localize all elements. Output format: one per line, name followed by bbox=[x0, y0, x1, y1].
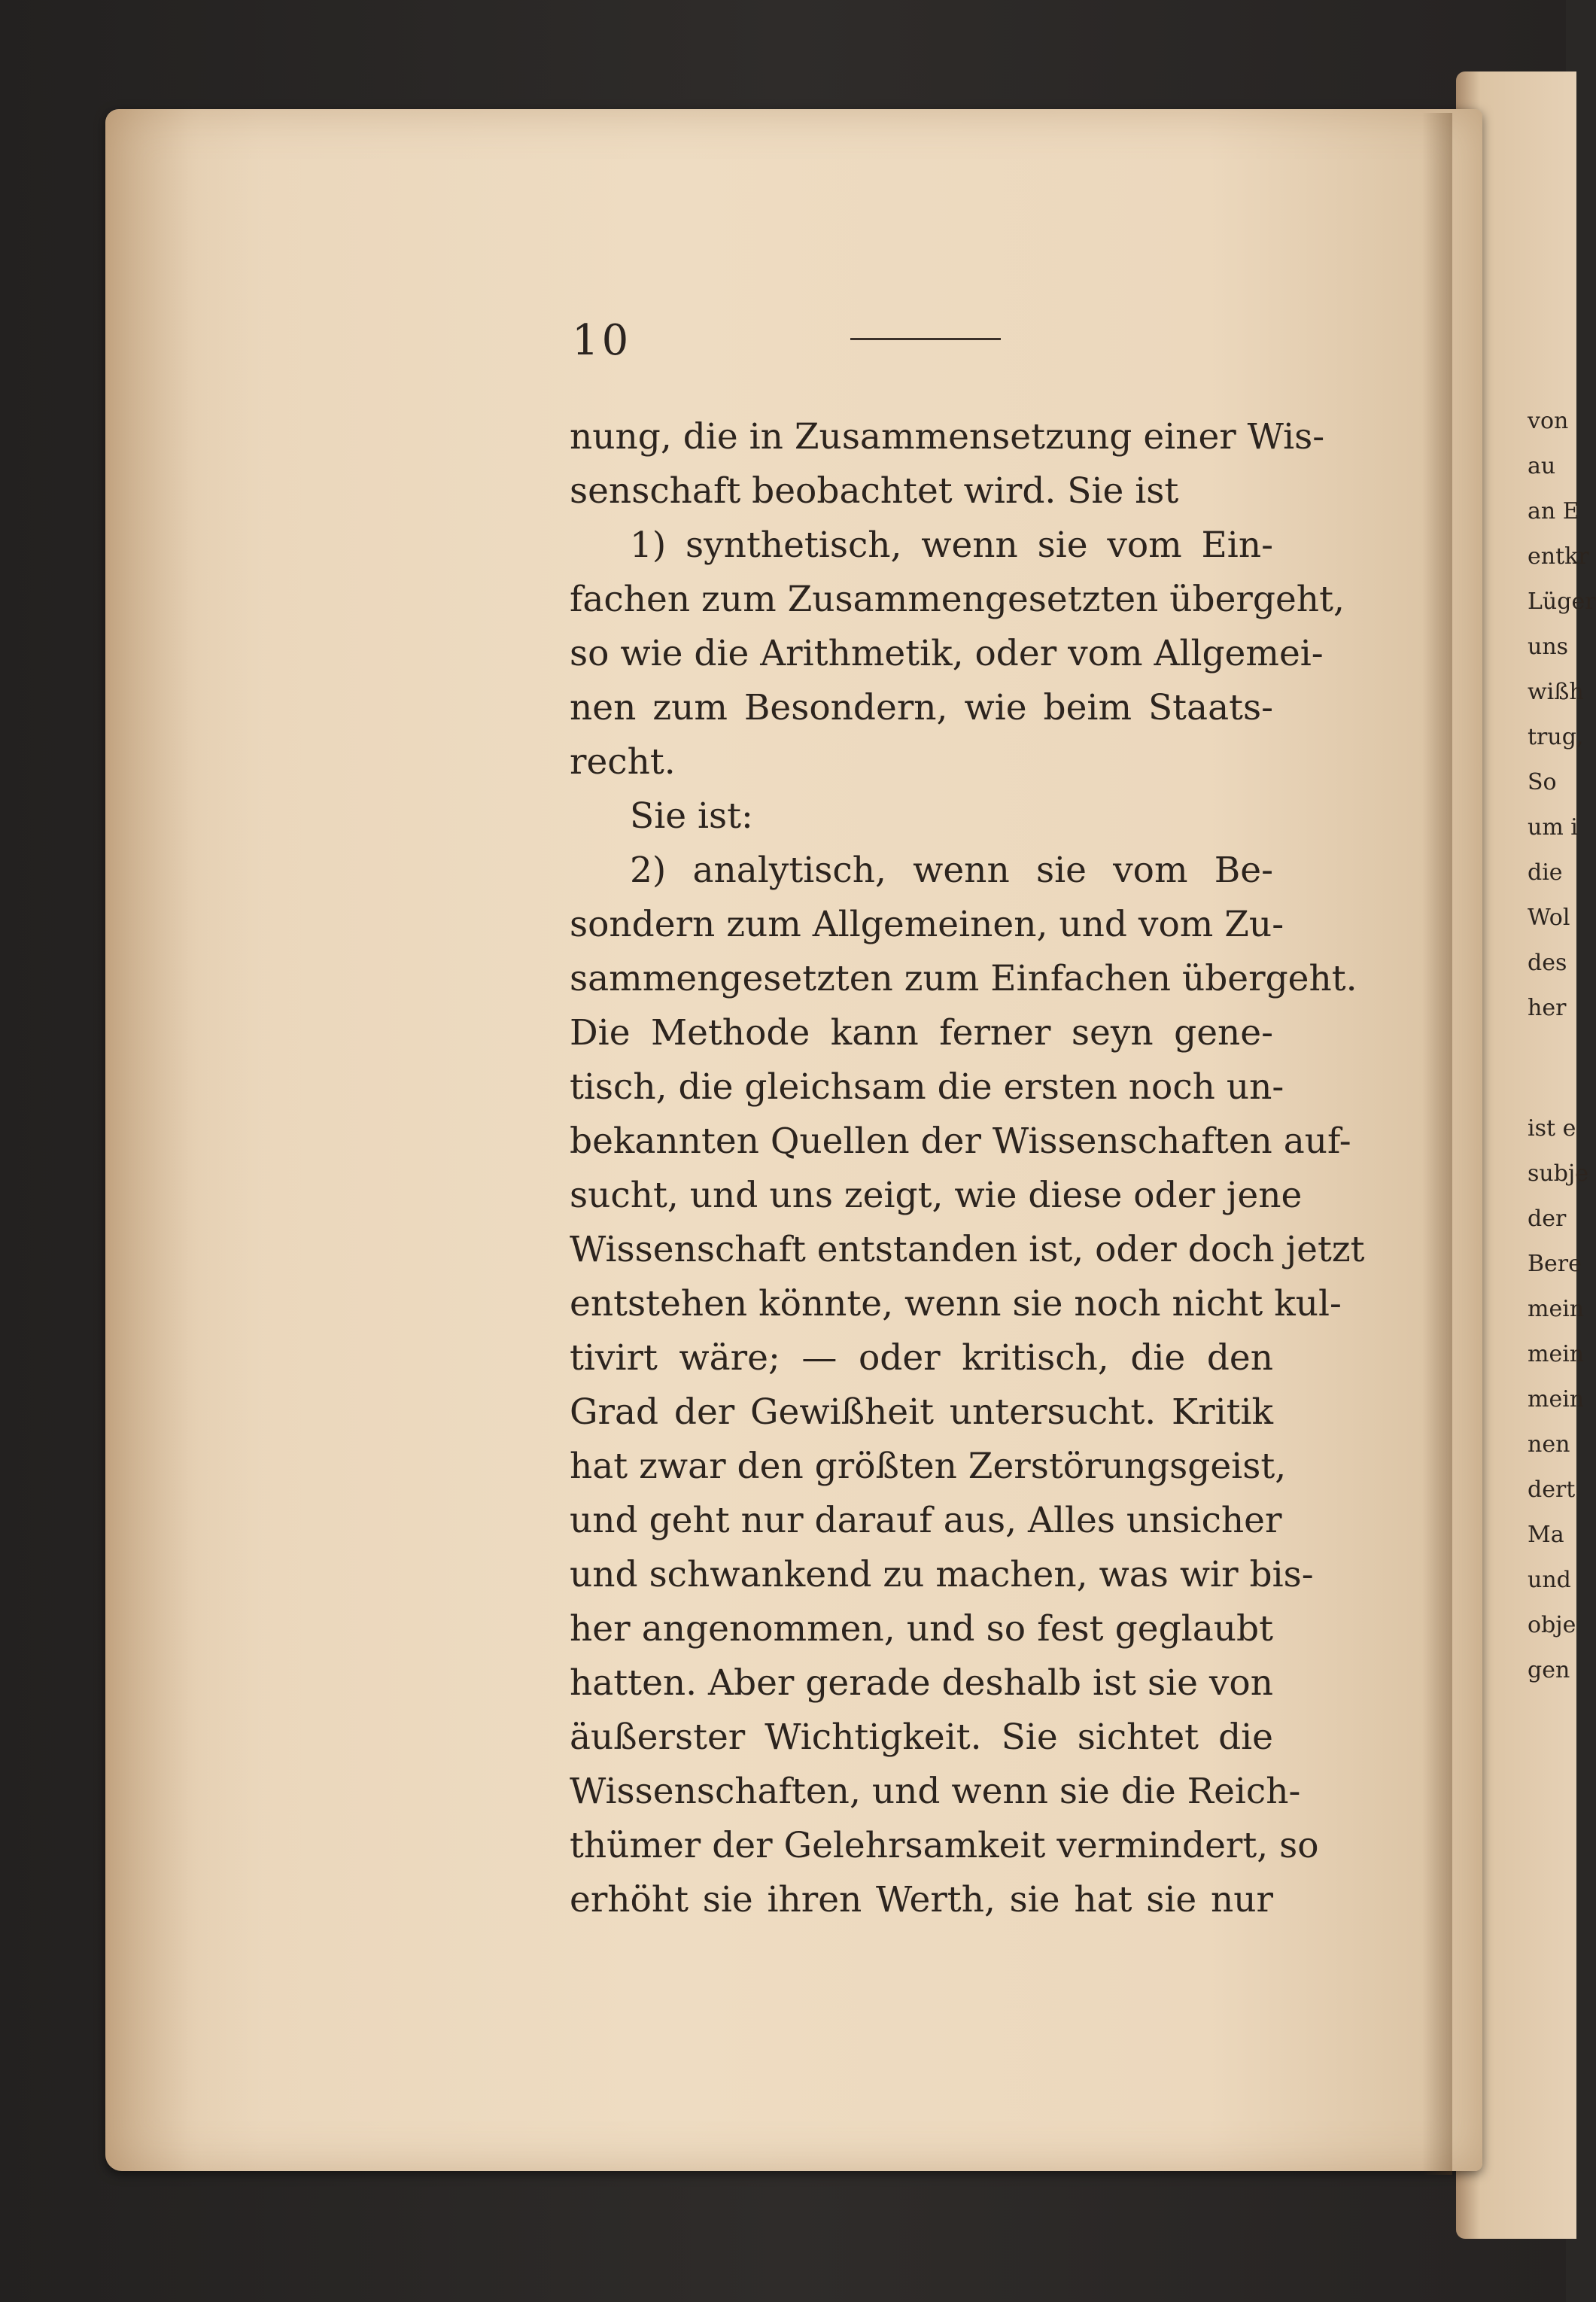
text-line: sammengesetzten zum Einfachen übergeht. bbox=[570, 958, 1357, 999]
facing-line: subje bbox=[1528, 1160, 1588, 1187]
facing-line: dert bbox=[1528, 1476, 1576, 1503]
text-line: hatten. Aber gerade deshalb ist sie von bbox=[570, 1662, 1273, 1704]
facing-line: entkr bbox=[1528, 543, 1589, 570]
text-line: sucht, und uns zeigt, wie diese oder jene bbox=[570, 1175, 1303, 1216]
text-line: 1) synthetisch, wenn sie vom Ein- bbox=[630, 525, 1273, 566]
text-line: sondern zum Allgemeinen, und vom Zu- bbox=[570, 904, 1284, 945]
text-line: äußerster Wichtigkeit. Sie sichtet die bbox=[570, 1717, 1273, 1758]
facing-line: gen bbox=[1528, 1657, 1570, 1683]
text-line: her angenommen, und so fest geglaubt bbox=[570, 1608, 1273, 1650]
facing-line: mein bbox=[1528, 1341, 1585, 1367]
facing-line: obje bbox=[1528, 1612, 1576, 1638]
text-line: Die Methode kann ferner seyn gene- bbox=[570, 1012, 1273, 1054]
facing-page-text bbox=[1528, 399, 1596, 1693]
text-line: nen zum Besondern, wie beim Staats- bbox=[570, 687, 1273, 728]
text-line: und geht nur darauf aus, Alles unsicher bbox=[570, 1500, 1282, 1541]
facing-line: Wol bbox=[1528, 905, 1570, 931]
text-line: tisch, die gleichsam die ersten noch un- bbox=[570, 1066, 1284, 1108]
facing-line: um i bbox=[1528, 814, 1578, 841]
facing-line: So bbox=[1528, 769, 1557, 795]
text-line: nung, die in Zusammensetzung einer Wis- bbox=[570, 416, 1325, 458]
facing-line: Ma bbox=[1528, 1522, 1564, 1548]
facing-line: mein bbox=[1528, 1296, 1585, 1322]
facing-line: ist e bbox=[1528, 1115, 1576, 1142]
text-line: 2) analytisch, wenn sie vom Be- bbox=[630, 850, 1273, 891]
page-number: 10 bbox=[572, 316, 632, 365]
facing-line: und bbox=[1528, 1567, 1571, 1593]
facing-line: Lüger bbox=[1528, 588, 1596, 615]
header-rule bbox=[850, 338, 1001, 340]
text-line: tivirt wäre; — oder kritisch, die den bbox=[570, 1337, 1273, 1379]
facing-line: wißh bbox=[1528, 679, 1584, 705]
text-line: hat zwar den größten Zerstörungsgeist, bbox=[570, 1446, 1287, 1487]
text-line: fachen zum Zusammengesetzten übergeht, bbox=[570, 579, 1345, 620]
facing-line: von bbox=[1528, 408, 1569, 434]
facing-line: au bbox=[1528, 453, 1556, 479]
facing-line: der bbox=[1528, 1206, 1567, 1232]
facing-line: Bere bbox=[1528, 1251, 1582, 1277]
text-line: Sie ist: bbox=[630, 795, 753, 837]
text-line: so wie die Arithmetik, oder vom Allgemei- bbox=[570, 633, 1324, 674]
facing-line: nen bbox=[1528, 1431, 1570, 1458]
text-line: entstehen könnte, wenn sie noch nicht kul- bbox=[570, 1283, 1342, 1324]
text-line: recht. bbox=[570, 741, 676, 783]
facing-line: uns bbox=[1528, 634, 1569, 660]
facing-line: die bbox=[1528, 859, 1563, 886]
facing-line: mein bbox=[1528, 1386, 1585, 1413]
text-line: Grad der Gewißheit untersucht. Kritik bbox=[570, 1391, 1273, 1433]
facing-line: an E bbox=[1528, 498, 1579, 525]
facing-line: des bbox=[1528, 950, 1567, 976]
page-text bbox=[570, 410, 1365, 1927]
text-line: Wissenschaft entstanden ist, oder doch jetzt bbox=[570, 1229, 1365, 1270]
facing-line: her bbox=[1528, 995, 1567, 1021]
facing-gap bbox=[1528, 1031, 1573, 1106]
text-line: thümer der Gelehrsamkeit vermindert, so bbox=[570, 1825, 1319, 1866]
text-line: senschaft beobachtet wird. Sie ist bbox=[570, 470, 1179, 512]
text-line: bekannten Quellen der Wissenschaften auf- bbox=[570, 1121, 1351, 1162]
text-line: Wissenschaften, und wenn sie die Reich- bbox=[570, 1771, 1301, 1812]
text-line: und schwankend zu machen, was wir bis- bbox=[570, 1554, 1314, 1595]
text-line: erhöht sie ihren Werth, sie hat sie nur bbox=[570, 1879, 1273, 1920]
book-gutter bbox=[1422, 113, 1452, 2175]
facing-line: trug, bbox=[1528, 724, 1584, 750]
